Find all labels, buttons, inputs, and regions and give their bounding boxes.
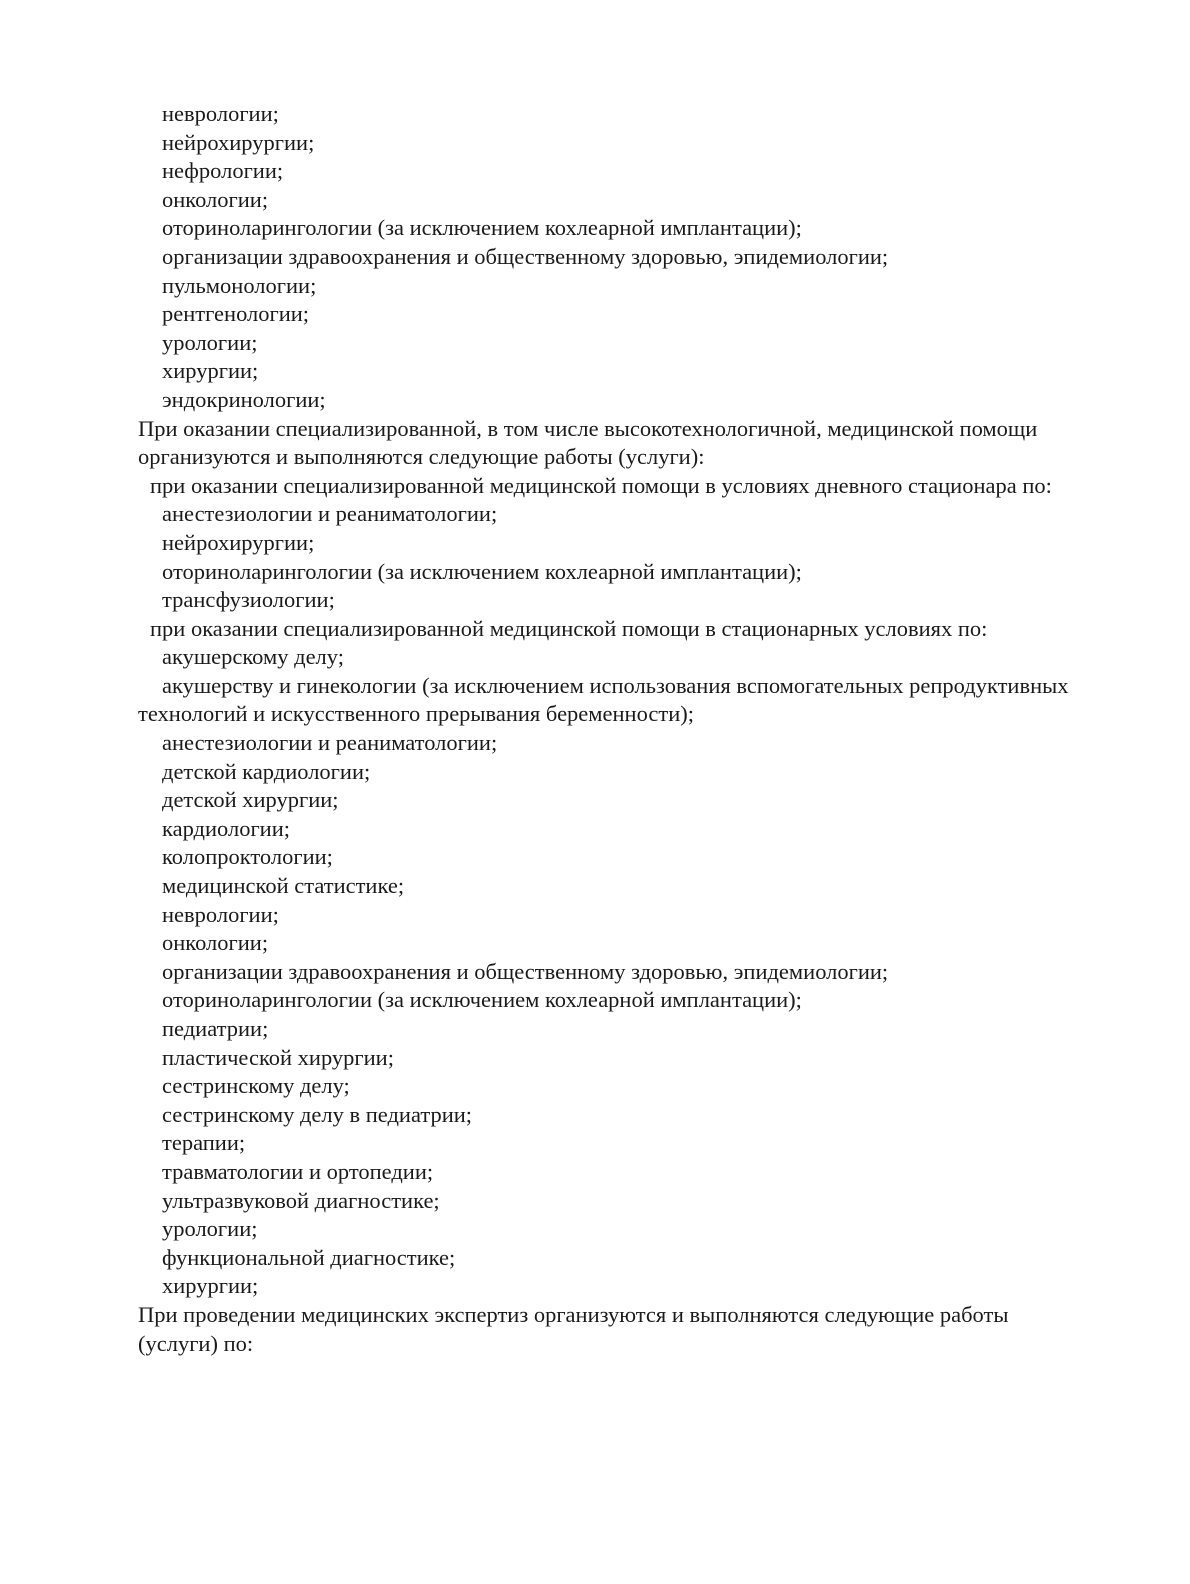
list-item: анестезиологии и реаниматологии;	[162, 501, 498, 527]
inpatient-items-list	[138, 643, 1128, 672]
top-items-list	[138, 100, 1128, 415]
inpatient-items-after-list	[138, 729, 1128, 1301]
day-hospital-heading: при оказании специализированной медицинской помощи в условиях дневного стационара по:	[150, 472, 1052, 498]
list-item: онкологии;	[162, 186, 269, 212]
section-specialized-heading-line2: организуются и выполняются следующие работы (услуги):	[138, 444, 705, 470]
list-item: хирургии;	[162, 1273, 259, 1299]
list-item: детской хирургии;	[162, 787, 339, 813]
list-item: неврологии;	[162, 101, 279, 126]
list-item: нефрологии;	[162, 158, 284, 184]
list-item: акушерскому делу;	[162, 644, 344, 670]
list-item: ультразвуковой диагностике;	[162, 1187, 440, 1213]
list-item: эндокринологии;	[162, 386, 326, 412]
document-page	[138, 100, 1128, 1358]
list-item: педиатрии;	[162, 1016, 269, 1041]
day-hospital-items-list	[138, 500, 1128, 614]
list-item: кардиологии;	[162, 815, 291, 841]
list-item: трансфузиологии;	[162, 587, 335, 613]
list-item: пульмонологии;	[162, 272, 317, 298]
list-item: оториноларингологии (за исключением кохлеарной имплантации);	[162, 215, 802, 241]
list-item: терапии;	[162, 1130, 246, 1156]
section-specialized-heading-line1: При оказании специализированной, в том числе высокотехнологичной, медицинской помощи	[138, 415, 1038, 441]
list-item: хирургии;	[162, 358, 259, 384]
list-item: анестезиологии и реаниматологии;	[162, 730, 498, 756]
list-item: нейрохирургии;	[162, 129, 315, 155]
list-item: оториноларингологии (за исключением кохлеарной имплантации);	[162, 987, 802, 1013]
list-item: урологии;	[162, 1216, 258, 1242]
list-item: организации здравоохранения и общественному здоровью, эпидемиологии;	[162, 958, 889, 984]
list-item: организации здравоохранения и общественному здоровью, эпидемиологии;	[162, 243, 889, 269]
inpatient-wrapped-item-line1: акушерству и гинекологии (за исключением использования вспомогательных репродуктивных	[162, 672, 1069, 698]
section-expertise-heading-line2: (услуги) по:	[138, 1330, 254, 1356]
list-item: медицинской статистике;	[162, 873, 405, 899]
section-expertise-heading-line1: При проведении медицинских экспертиз организуются и выполняются следующие работы	[138, 1301, 1009, 1327]
list-item: рентгенологии;	[162, 301, 310, 327]
list-item: сестринскому делу;	[162, 1073, 350, 1099]
inpatient-wrapped-item-line2: технологий и искусственного прерывания беременности);	[138, 701, 695, 727]
list-item: пластической хирургии;	[162, 1044, 394, 1070]
list-item: сестринскому делу в педиатрии;	[162, 1101, 473, 1127]
list-item: детской кардиологии;	[162, 758, 371, 784]
list-item: оториноларингологии (за исключением кохлеарной имплантации);	[162, 558, 802, 584]
list-item: функциональной диагностике;	[162, 1244, 456, 1270]
list-item: нейрохирургии;	[162, 529, 315, 555]
list-item: урологии;	[162, 329, 258, 355]
list-item: неврологии;	[162, 901, 279, 927]
inpatient-heading: при оказании специализированной медицинской помощи в стационарных условиях по:	[150, 615, 988, 641]
list-item: травматологии и ортопедии;	[162, 1158, 434, 1184]
list-item: колопроктологии;	[162, 844, 333, 870]
list-item: онкологии;	[162, 930, 269, 956]
